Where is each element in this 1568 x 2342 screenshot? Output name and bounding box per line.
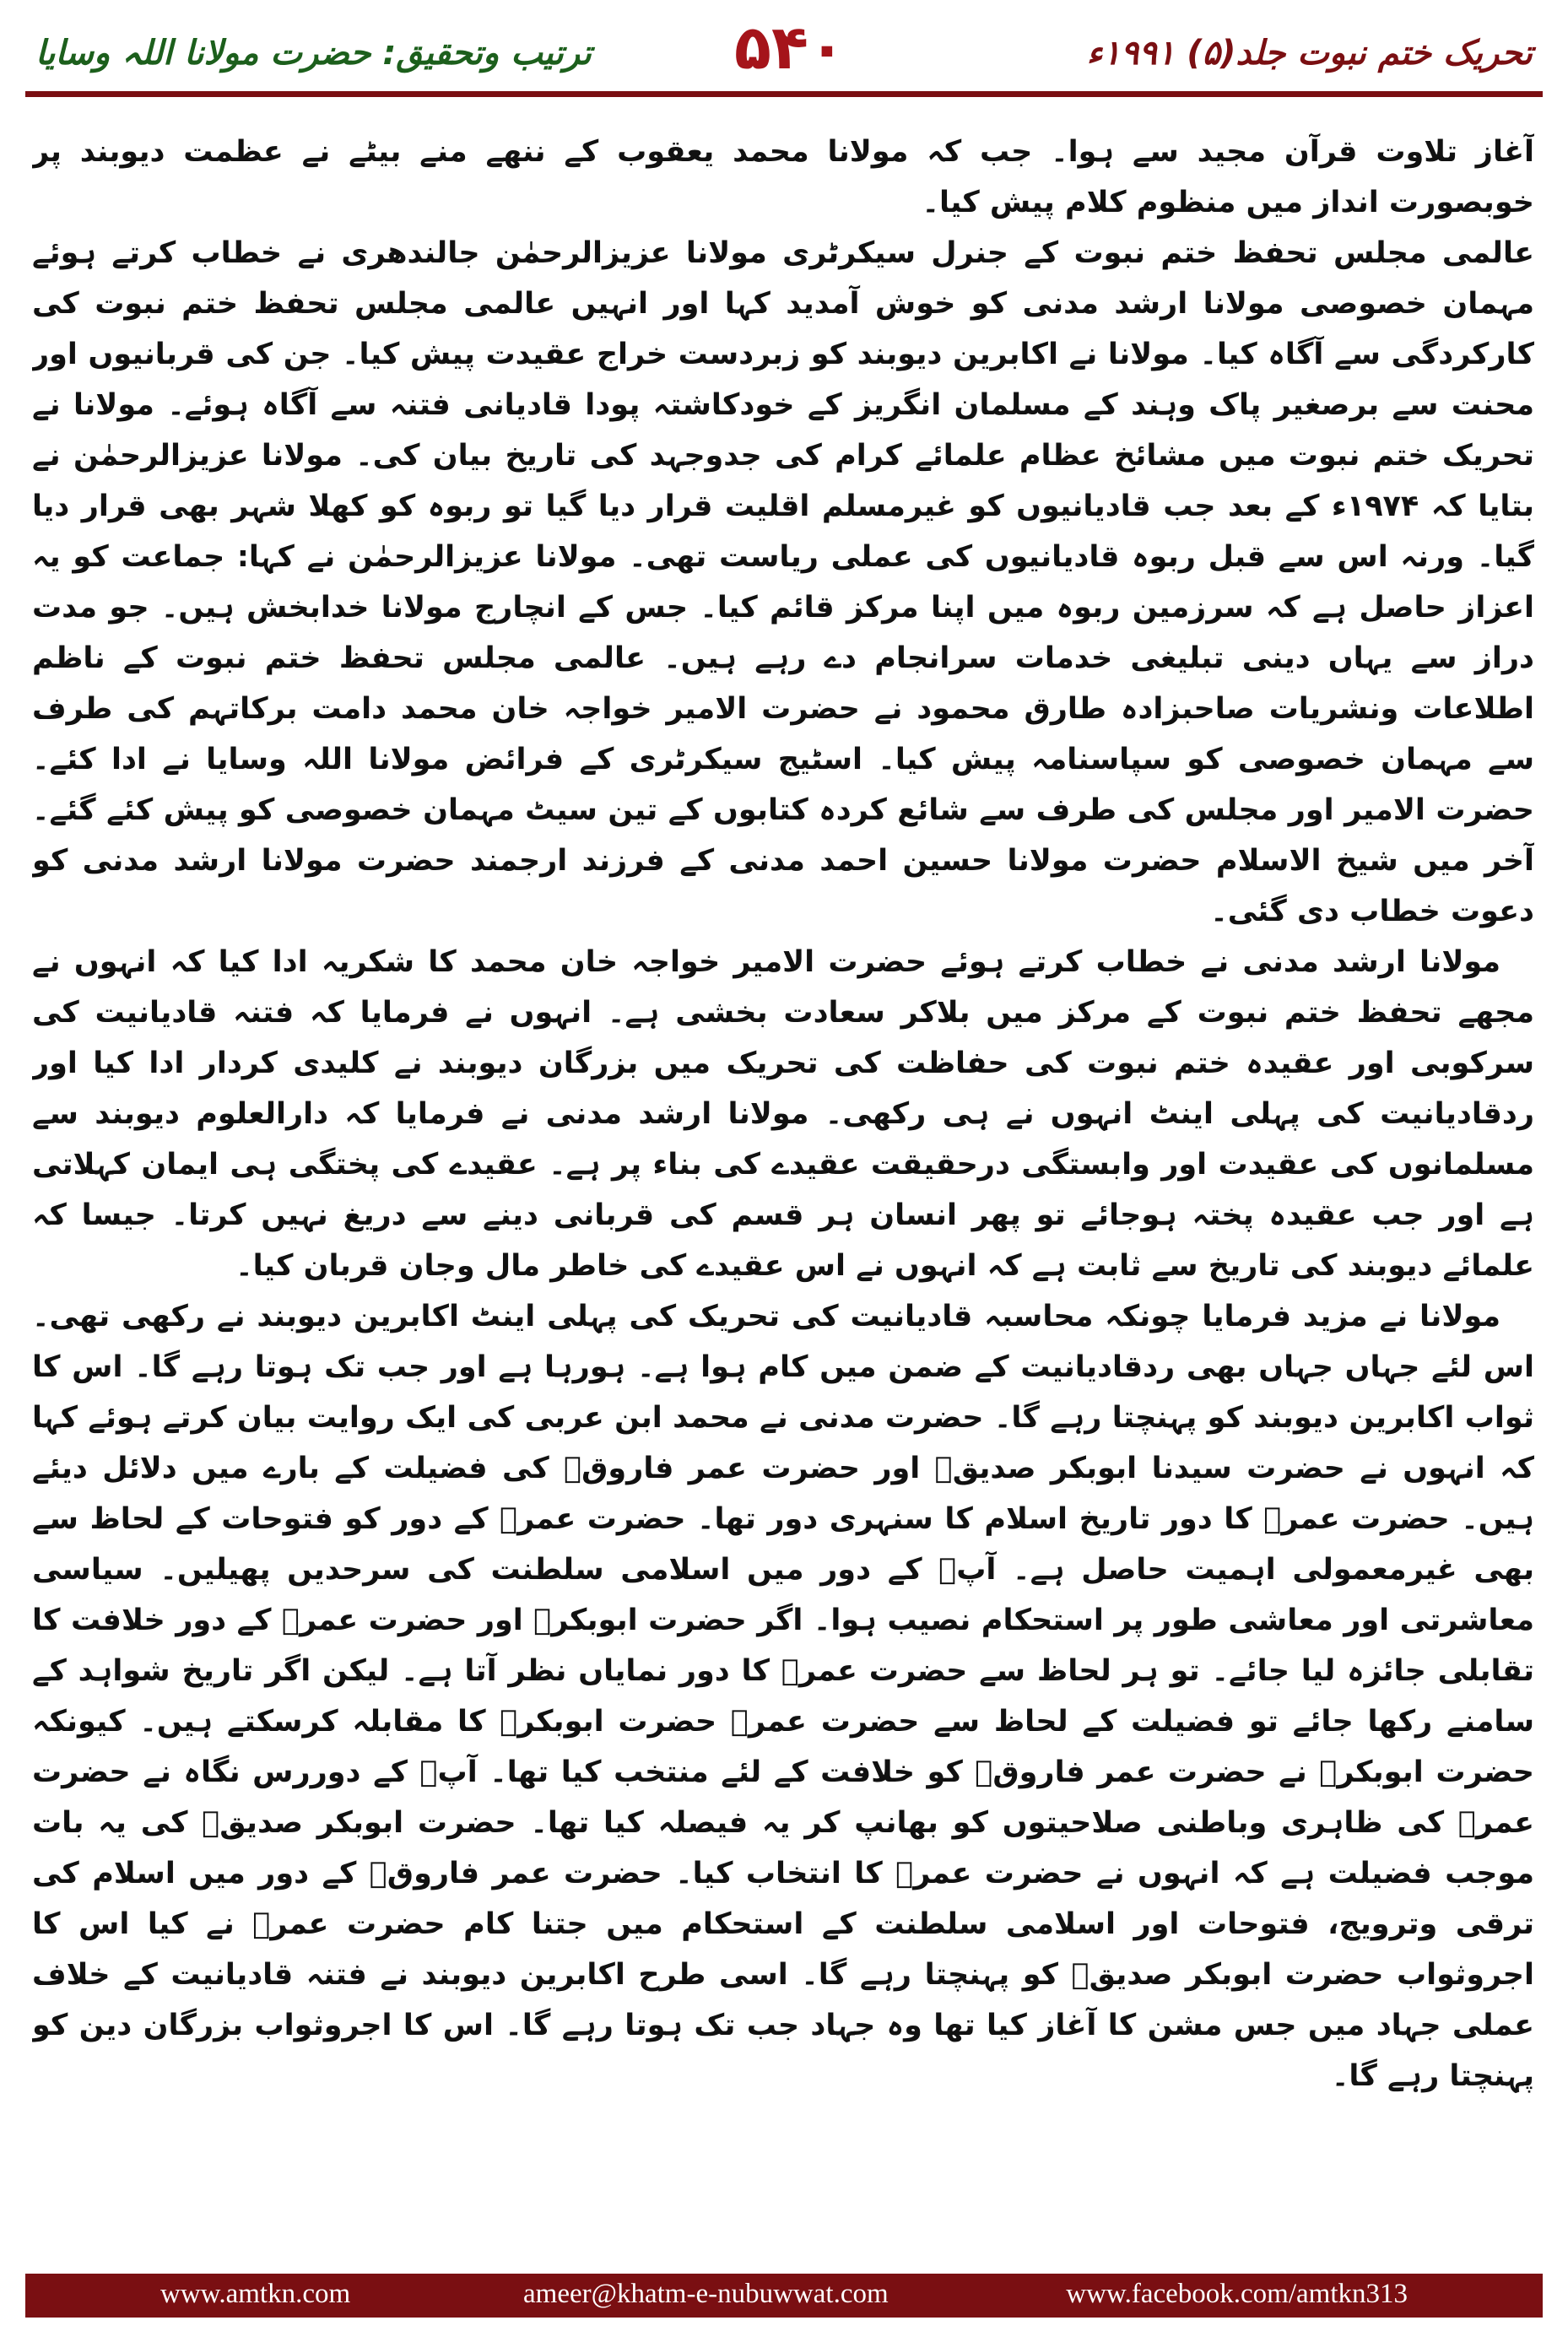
paragraph-intro: آغاز تلاوت قرآن مجید سے ہوا۔ جب کہ مولانا محمد یعقوب کے ننھے منے بیٹے نے عظمت دیوبند پر خوبصورت انداز میں منظوم کلام پیش کیا۔ <box>32 135 1534 219</box>
book-title: تحریک ختم نبوت جلد(۵) ۱۹۹۱ء <box>1086 34 1533 73</box>
paragraph-welcome: عالمی مجلس تحفظ ختم نبوت کے جنرل سیکرٹری مولانا عزیزالرحمٰن جالندھری نے خطاب کرتے ہوئے مہمان خصوصی مولانا ارشد مدنی کو خوش آمدید کہا اور انہیں عالمی مجلس تحفظ ختم نبوت کی کارکردگی سے آگاہ کیا۔ مولانا نے اکابرین دیوبند کو زبردست خراج عقیدت پیش کیا۔ جن کی قربانیوں اور محنت سے برصغیر پاک وہند کے مسلمان انگریز کے خودکاشتہ پودا قادیانی فتنہ سے آگاہ ہوئے۔ مولانا نے تحریک ختم نبوت میں مشائخ عظام علمائے کرام کی جدوجہد کی تاریخ بیان کی۔ مولانا عزیزالرحمٰن نے بتایا کہ ۱۹۷۴ء کے بعد جب قادیانیوں کو غیرمسلم اقلیت قرار دیا گیا تو ربوہ کو کھلا شہر بھی قرار دیا گیا۔ ورنہ اس سے قبل ربوہ قادیانیوں کی عملی ریاست تھی۔ مولانا عزیزالرحمٰن نے کہا: جماعت کو یہ اعزاز حاصل ہے کہ سرزمین ربوہ میں اپنا مرکز قائم کیا۔ جس کے انچارج مولانا خدابخش ہیں۔ جو مدت دراز سے یہاں دینی تبلیغی خدمات سرانجام دے رہے ہیں۔ عالمی مجلس تحفظ ختم نبوت کے ناظم اطلاعات ونشریات صاحبزادہ طارق محمود نے حضرت الامیر خواجہ خان محمد دامت برکاتہم کی طرف سے مہمان خصوصی کو سپاسنامہ پیش کیا۔ اسٹیج سیکرٹری کے فرائض مولانا اللہ وسایا نے ادا کئے۔ حضرت الامیر اور مجلس کی طرف سے شائع کردہ کتابوں کے تین سیٹ مہمان خصوصی کو پیش کئے گئے۔ آخر میں شیخ الاسلام حضرت مولانا حسین احمد مدنی کے فرزند ارجمند حضرت مولانا ارشد مدنی کو دعوت خطاب دی گئی۔ <box>32 236 1534 928</box>
header-divider <box>25 91 1543 97</box>
page-header <box>0 0 1568 127</box>
footer-email-link[interactable]: ameer@khatm-e-nubuwwat.com <box>523 2279 889 2309</box>
page-number: ۵۴۰ <box>734 12 846 83</box>
paragraph-conclusion: مولانا نے مزید فرمایا چونکہ محاسبہ قادیانیت کی تحریک کی پہلی اینٹ اکابرین دیوبند نے رکھی تھی۔ اس لئے جہاں جہاں بھی ردقادیانیت کے ضمن میں کام ہوا ہے۔ ہورہا ہے اور جب تک ہوتا رہے گا۔ اس کا ثواب اکابرین دیوبند کو پہنچتا رہے گا۔ حضرت مدنی نے محمد ابن عربی کی ایک روایت بیان کرتے ہوئے کہا کہ انہوں نے حضرت سیدنا ابوبکر صدیقؓ اور حضرت عمر فاروقؓ کی فضیلت کے بارے میں دلائل دیئے ہیں۔ حضرت عمرؓ کا دور تاریخ اسلام کا سنہری دور تھا۔ حضرت عمرؓ کے دور کو فتوحات کے لحاظ سے بھی غیرمعمولی اہمیت حاصل ہے۔ آپؓ کے دور میں اسلامی سلطنت کی سرحدیں پھیلیں۔ سیاسی معاشرتی اور معاشی طور پر استحکام نصیب ہوا۔ اگر حضرت ابوبکرؓ اور حضرت عمرؓ کے دور خلافت کا تقابلی جائزہ لیا جائے۔ تو ہر لحاظ سے حضرت عمرؓ کا دور نمایاں نظر آتا ہے۔ لیکن اگر تاریخ شواہد کے سامنے رکھا جائے تو فضیلت کے لحاظ سے حضرت عمرؓ حضرت ابوبکرؓ کا مقابلہ کرسکتے ہیں۔ کیونکہ حضرت ابوبکرؓ نے حضرت عمر فاروقؓ کو خلافت کے لئے منتخب کیا تھا۔ آپؓ کے دوررس نگاہ نے حضرت عمرؓ کی ظاہری وباطنی صلاحیتوں کو بھانپ کر یہ فیصلہ کیا تھا۔ حضرت ابوبکر صدیقؓ کی یہ بات موجب فضیلت ہے کہ انہوں نے حضرت عمرؓ کا انتخاب کیا۔ حضرت عمر فاروقؓ کے دور میں اسلام کی ترقی وترویج، فتوحات اور اسلامی سلطنت کے استحکام میں جتنا کام حضرت عمرؓ نے کیا اس کا اجروثواب حضرت ابوبکر صدیقؓ کو پہنچتا رہے گا۔ اسی طرح اکابرین دیوبند نے فتنہ قادیانیت کے خلاف عملی جہاد میں جس مشن کا آغاز کیا تھا وہ جہاد جب تک ہوتا رہے گا۔ اس کا اجروثواب بزرگان دین کو پہنچتا رہے گا۔ <box>32 1300 1534 2093</box>
footer-website-link[interactable]: www.amtkn.com <box>160 2279 351 2309</box>
article-body <box>32 127 1534 2220</box>
paragraph-address: مولانا ارشد مدنی نے خطاب کرتے ہوئے حضرت الامیر خواجہ خان محمد کا شکریہ ادا کیا کہ انہوں نے مجھے تحفظ ختم نبوت کے مرکز میں بلاکر سعادت بخشی ہے۔ انہوں نے فرمایا کہ فتنہ قادیانیت کی سرکوبی اور عقیدہ ختم نبوت کی حفاظت کی تحریک میں بزرگان دیوبند نے کلیدی کردار ادا کیا اور ردقادیانیت کی پہلی اینٹ انہوں نے ہی رکھی۔ مولانا ارشد مدنی نے فرمایا کہ دارالعلوم دیوبند سے مسلمانوں کی عقیدت اور وابستگی درحقیقت عقیدے کی بناء پر ہے۔ عقیدے کی پختگی ہی ایمان کہلاتی ہے اور جب عقیدہ پختہ ہوجائے تو پھر انسان ہر قسم کی قربانی دینے سے دریغ نہیں کرتا۔ جیسا کہ علمائے دیوبند کی تاریخ سے ثابت ہے کہ انہوں نے اس عقیدے کی خاطر مال وجان قربان کیا۔ <box>32 945 1534 1283</box>
page-footer <box>25 2274 1543 2318</box>
footer-facebook-link[interactable]: www.facebook.com/amtkn313 <box>1066 2279 1408 2309</box>
compiler-credit: ترتیب وتحقیق: حضرت مولانا اللہ وسایا <box>35 34 592 73</box>
